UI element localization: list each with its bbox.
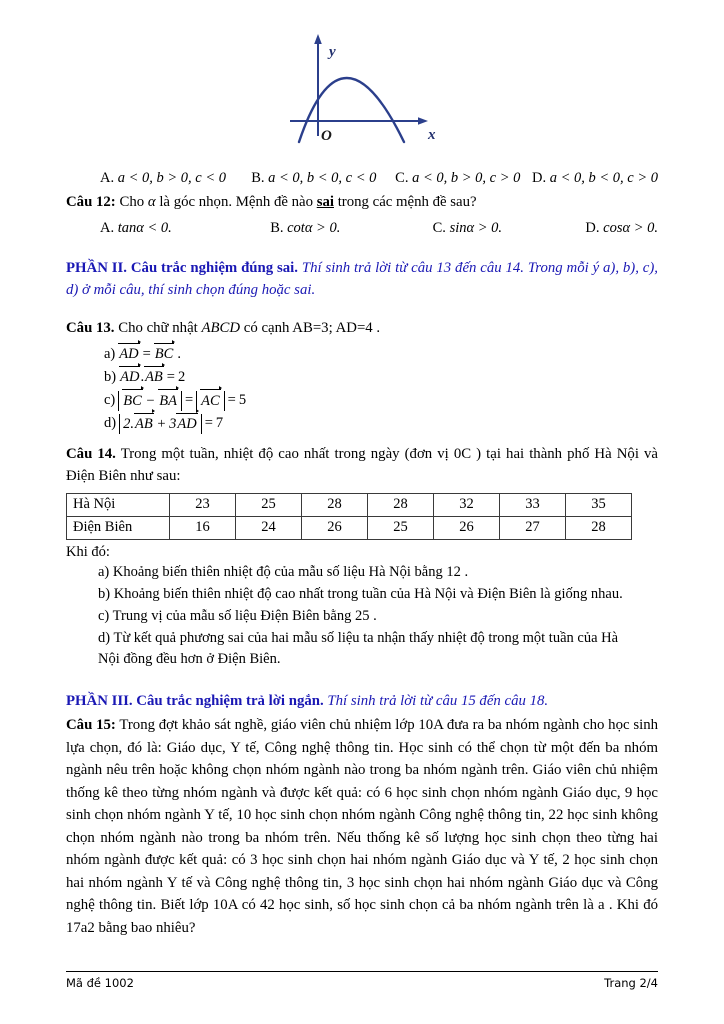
cau13-item-d: [104, 412, 658, 435]
cell-hanoi-4: 28: [368, 493, 434, 516]
cau13-item-b: [104, 366, 658, 389]
row-label-dienbien: Điện Biên: [67, 516, 170, 539]
cau12-option-b[interactable]: [270, 218, 432, 238]
cell-hanoi-7: 35: [566, 493, 632, 516]
cau13-item-a-left-vector: AD: [119, 346, 139, 363]
q11-options-row: [66, 168, 658, 188]
cau13-item-b-marker: b): [104, 369, 117, 386]
cau12-symbol: α: [147, 194, 156, 211]
cau13-item-c-vector2: BA: [159, 392, 177, 409]
cau12-option-a-letter: A.: [100, 219, 115, 236]
cau13-stem: [66, 318, 658, 339]
cau13-stem-after: có cạnh AB=3; AD=4 .: [243, 320, 381, 337]
spacer-after-cau13: [66, 436, 658, 443]
cau12-option-c-text: sinα > 0.: [449, 219, 503, 236]
cau12-emphasis: sai: [316, 194, 334, 211]
cau13-item-d-value: 7: [215, 415, 224, 432]
cell-dienbien-1: 16: [170, 516, 236, 539]
temperature-table: [66, 493, 632, 540]
x-axis-label: x: [428, 127, 436, 143]
footer-row: [66, 976, 658, 990]
spacer-after-cau14: [66, 671, 658, 690]
cau14-item-b-text: Khoảng biến thiên nhiệt độ cao nhất trong tuần của Hà Nội và Điện Biên là giống nhau.: [113, 586, 623, 603]
cau13-item-c-abs2: [196, 391, 225, 411]
q11-option-d[interactable]: [532, 168, 658, 188]
q11-option-c-letter: C.: [395, 170, 409, 186]
y-axis-arrow: [314, 34, 322, 44]
page-footer: [66, 971, 658, 990]
cau15-block: [66, 714, 658, 939]
cau12-option-c[interactable]: [433, 218, 586, 238]
cau14-item-b: [98, 584, 658, 606]
phan2-instruction: Thí sinh trả lời từ câu 13 đến câu 14. Trong mỗi ý a), b), c), d) ở mỗi câu, thí sinh chọn đúng hoặc sai.: [66, 260, 658, 299]
cau13-item-a: [104, 343, 658, 366]
cau12-options-row: [66, 218, 658, 238]
temperature-table-body: [67, 493, 632, 539]
spacer-after-cau12: [66, 238, 658, 257]
cau14-item-d: [98, 628, 658, 672]
cau14-item-a: [98, 562, 658, 584]
parabola-figure: [66, 0, 658, 168]
table-row: [67, 516, 632, 539]
row-label-hanoi: Hà Nội: [67, 493, 170, 516]
cau12-stem-before: Cho: [119, 194, 145, 211]
q11-option-d-text: a < 0, b < 0, c > 0: [549, 170, 658, 186]
cau14-item-a-text: Khoảng biến thiên nhiệt độ của mẫu số liệu Hà Nội bằng 12 .: [112, 564, 469, 581]
y-axis-label: y: [329, 44, 336, 60]
cau14-item-d-marker: d): [98, 629, 111, 646]
cau13-item-d-marker: d): [104, 415, 117, 432]
cau13-stem-before: Cho chữ nhật: [118, 320, 198, 337]
cell-hanoi-6: 33: [500, 493, 566, 516]
cell-dienbien-4: 25: [368, 516, 434, 539]
cell-dienbien-6: 27: [500, 516, 566, 539]
q11-option-b-text: a < 0, b < 0, c < 0: [268, 170, 377, 186]
cau13-item-c-vector3: AC: [201, 392, 220, 409]
cau15-text: Trong đợt khảo sát nghề, giáo viên chủ nhiệm lớp 10A đưa ra ba nhóm ngành cho học sinh lựa chọn, đó là: Giáo dục, Y tế, Công nghệ thông tin. Học sinh có thể chọn từ một đến ba nhóm ngành nêu trên hoặc không chọn nhóm ngành nào trong ba nhóm ngành trên. Giáo viên chủ nhiệm thống kê theo từng nhóm ngành và được kết quả: có 6 học sinh chọn nhóm ngành Giáo dục, 9 học sinh chọn nhóm ngành Y tế, 10 học sinh chọn nhóm ngành Công nghệ thông tin, 22 học sinh không chọn nhóm ngành nào trong ba nhóm trên. Nếu thống kê số lượng học sinh chọn theo từng hai nhóm ngành được kết quả: có 3 học sinh chọn hai nhóm ngành Giáo dục và Y tế, 2 học sinh chọn hai nhóm ngành Y tế và Công nghệ thông tin, 3 học sinh chọn hai nhóm ngành Giáo dục và Công nghệ thông tin. Biết lớp 10A có 42 học sinh, số học sinh chọn cả ba nhóm ngành trên là a . Khi đó 17a2 bằng bao nhiêu?: [66, 717, 658, 936]
cau12-option-a[interactable]: [100, 218, 270, 238]
cau13-item-d-abs: [119, 414, 202, 434]
phan2-block: [66, 257, 658, 301]
cau12-option-d[interactable]: [585, 218, 658, 238]
cau13-item-c-marker: c): [104, 392, 116, 409]
q11-option-a[interactable]: [100, 168, 251, 188]
cau14-item-c-text: Trung vị của mẫu số liệu Điện Biên bằng 25 .: [112, 607, 377, 624]
cau13-item-d-vector2: AD: [177, 415, 197, 432]
parabola-curve: [299, 78, 404, 142]
cau13-item-b-vector2: AB: [145, 369, 163, 386]
cell-dienbien-2: 24: [236, 516, 302, 539]
cau12-stem-mid: là góc nhọn. Mệnh đề nào: [159, 194, 313, 211]
spacer-after-phan2: [66, 301, 658, 314]
exam-code: Mã đề 1002: [66, 976, 134, 990]
phan3-instruction: Thí sinh trả lời từ câu 15 đến câu 18.: [327, 693, 549, 710]
q11-option-b-letter: B.: [251, 170, 265, 186]
x-axis-arrow: [418, 117, 428, 125]
cau12-option-b-letter: B.: [270, 219, 284, 236]
cau13-item-d-plus: +: [157, 415, 166, 432]
cau14-item-c: [98, 606, 658, 628]
phan3-block: [66, 690, 658, 712]
cau13-item-c-minus: −: [146, 392, 155, 409]
cau13-item-c-equals2: =: [227, 392, 236, 409]
cau13-item-c-abs1: [118, 391, 182, 411]
cau13-figure-name: ABCD: [201, 320, 241, 337]
cau13-item-b-equals: =: [166, 369, 175, 386]
cau13-item-b-vector1: AD: [120, 369, 140, 386]
cau13-item-d-coef1: 2.: [123, 415, 134, 432]
cau13-item-c: [104, 389, 658, 412]
page-number: Trang 2/4: [604, 976, 658, 990]
cau14-stem: [66, 443, 658, 488]
cell-dienbien-7: 28: [566, 516, 632, 539]
cell-hanoi-5: 32: [434, 493, 500, 516]
cau13-item-c-equals1: =: [184, 392, 194, 409]
cell-hanoi-2: 25: [236, 493, 302, 516]
cau14-label: Câu 14.: [66, 445, 116, 462]
cau13-item-a-operator: =: [142, 345, 151, 362]
cau13-item-c-value: 5: [238, 392, 247, 409]
cau13-item-d-coef2: 3: [169, 415, 177, 432]
origin-label: O: [321, 128, 332, 144]
cau12-stem: [66, 192, 658, 213]
q11-option-c[interactable]: [395, 168, 532, 188]
cau13-item-b-value: 2: [177, 369, 186, 386]
cau13-item-a-tail: .: [177, 345, 181, 362]
cau12-stem-after: trong các mệnh đề sau?: [337, 194, 477, 211]
q11-option-d-letter: D.: [531, 170, 547, 186]
cau14-item-a-marker: a): [98, 564, 110, 581]
cau14-stem-text: Trong một tuần, nhiệt độ cao nhất trong ngày (đơn vị 0C ) tại hai thành phố Hà Nội và Điện Biên như sau:: [66, 445, 658, 485]
phan2-heading: PHẦN II. Câu trắc nghiệm đúng sai.: [66, 260, 298, 277]
q11-option-b[interactable]: [251, 168, 395, 188]
cau14-item-b-marker: b): [98, 586, 111, 603]
cau12-option-c-letter: C.: [432, 219, 446, 236]
cau13-item-a-right-vector: BC: [154, 346, 174, 363]
cau12-option-d-text: cosα > 0.: [603, 219, 659, 236]
footer-divider: [66, 971, 658, 972]
cau13-item-d-vector1: AB: [134, 415, 153, 432]
cau13-item-c-vector1: BC: [123, 392, 142, 409]
cau14-item-d-text: Từ kết quả phương sai của hai mẫu số liệu ta nhận thấy nhiệt độ trong một tuần của Hà Nội đồng đều hơn ở Điện Biên.: [98, 629, 619, 668]
cau13-label: Câu 13.: [66, 320, 115, 337]
cau12-option-a-text: tanα < 0.: [117, 219, 172, 236]
q11-option-a-letter: A.: [100, 170, 115, 186]
cau12-label: Câu 12:: [66, 194, 116, 211]
q11-option-a-text: a < 0, b > 0, c < 0: [117, 170, 227, 186]
cell-hanoi-3: 28: [302, 493, 368, 516]
cau12-option-b-text: cotα > 0.: [287, 219, 341, 236]
cau14-item-c-marker: c): [98, 607, 110, 624]
parabola-graph-svg: [282, 18, 442, 146]
cell-dienbien-3: 26: [302, 516, 368, 539]
cau13-item-d-equals: =: [204, 415, 213, 432]
cau15-label: Câu 15:: [66, 717, 116, 734]
q11-option-c-text: a < 0, b > 0, c > 0: [412, 170, 521, 186]
cau12-option-d-letter: D.: [585, 219, 600, 236]
cau13-item-a-marker: a): [104, 345, 116, 362]
cau13-item-b-dot: .: [140, 369, 145, 386]
cell-hanoi-1: 23: [170, 493, 236, 516]
cell-dienbien-5: 26: [434, 516, 500, 539]
phan3-heading: PHẦN III. Câu trắc nghiệm trả lời ngắn.: [66, 693, 324, 710]
table-row: [67, 493, 632, 516]
cau14-then-label: Khi đó:: [66, 543, 110, 560]
